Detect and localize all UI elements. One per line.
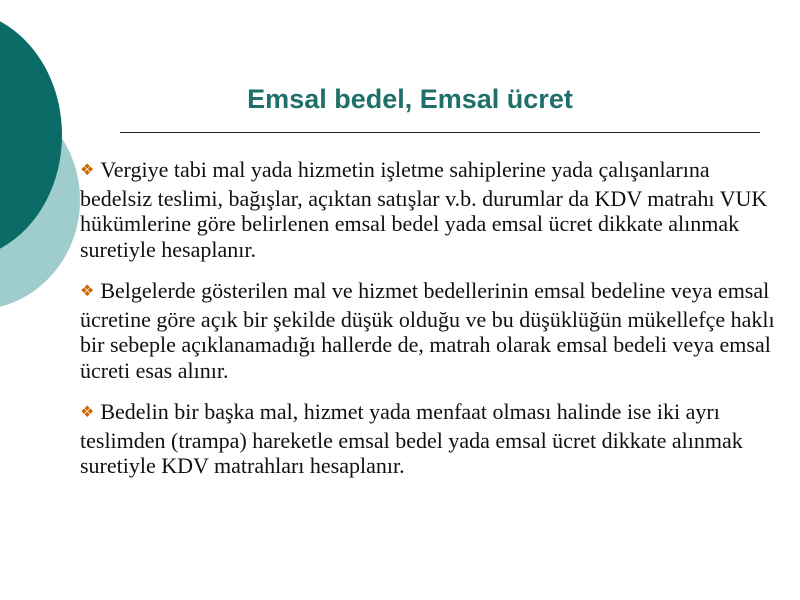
slide-title: Emsal bedel, Emsal ücret [247, 84, 573, 114]
bullet-text: Bedelin bir başka mal, hizmet yada menfaat olması halinde ise iki ayrı teslimden (trampa) hareketle emsal bedel yada emsal ücret dikkate alınmak suretiyle KDV matrahları hesaplanır. [80, 399, 743, 478]
diamond-bullet-icon: ❖ [80, 162, 95, 179]
title-divider [120, 132, 760, 133]
diamond-bullet-icon: ❖ [80, 404, 95, 421]
bullet-text: Belgelerde gösterilen mal ve hizmet bedellerinin emsal bedeline veya emsal ücretine göre açık bir şekilde düşük olduğu ve bu düşüklüğün mükellefçe haklı bir sebeple açıklanamadığı hallerde de, matrah olarak emsal bedeli veya emsal ücreti esas alınır. [80, 278, 775, 383]
bullet-item [80, 278, 780, 383]
bullet-item [80, 399, 780, 479]
diamond-bullet-icon: ❖ [80, 283, 95, 300]
bullet-item [80, 157, 780, 262]
bullet-list [80, 157, 780, 495]
bullet-text: Vergiye tabi mal yada hizmetin işletme sahiplerine yada çalışanlarına bedelsiz teslimi, bağışlar, açıktan satışlar v.b. durumlar da KDV matrahı VUK hükümlerine göre belirlenen emsal bedel yada emsal ücret dikkate alınmak suretiyle hesaplanır. [80, 157, 768, 262]
